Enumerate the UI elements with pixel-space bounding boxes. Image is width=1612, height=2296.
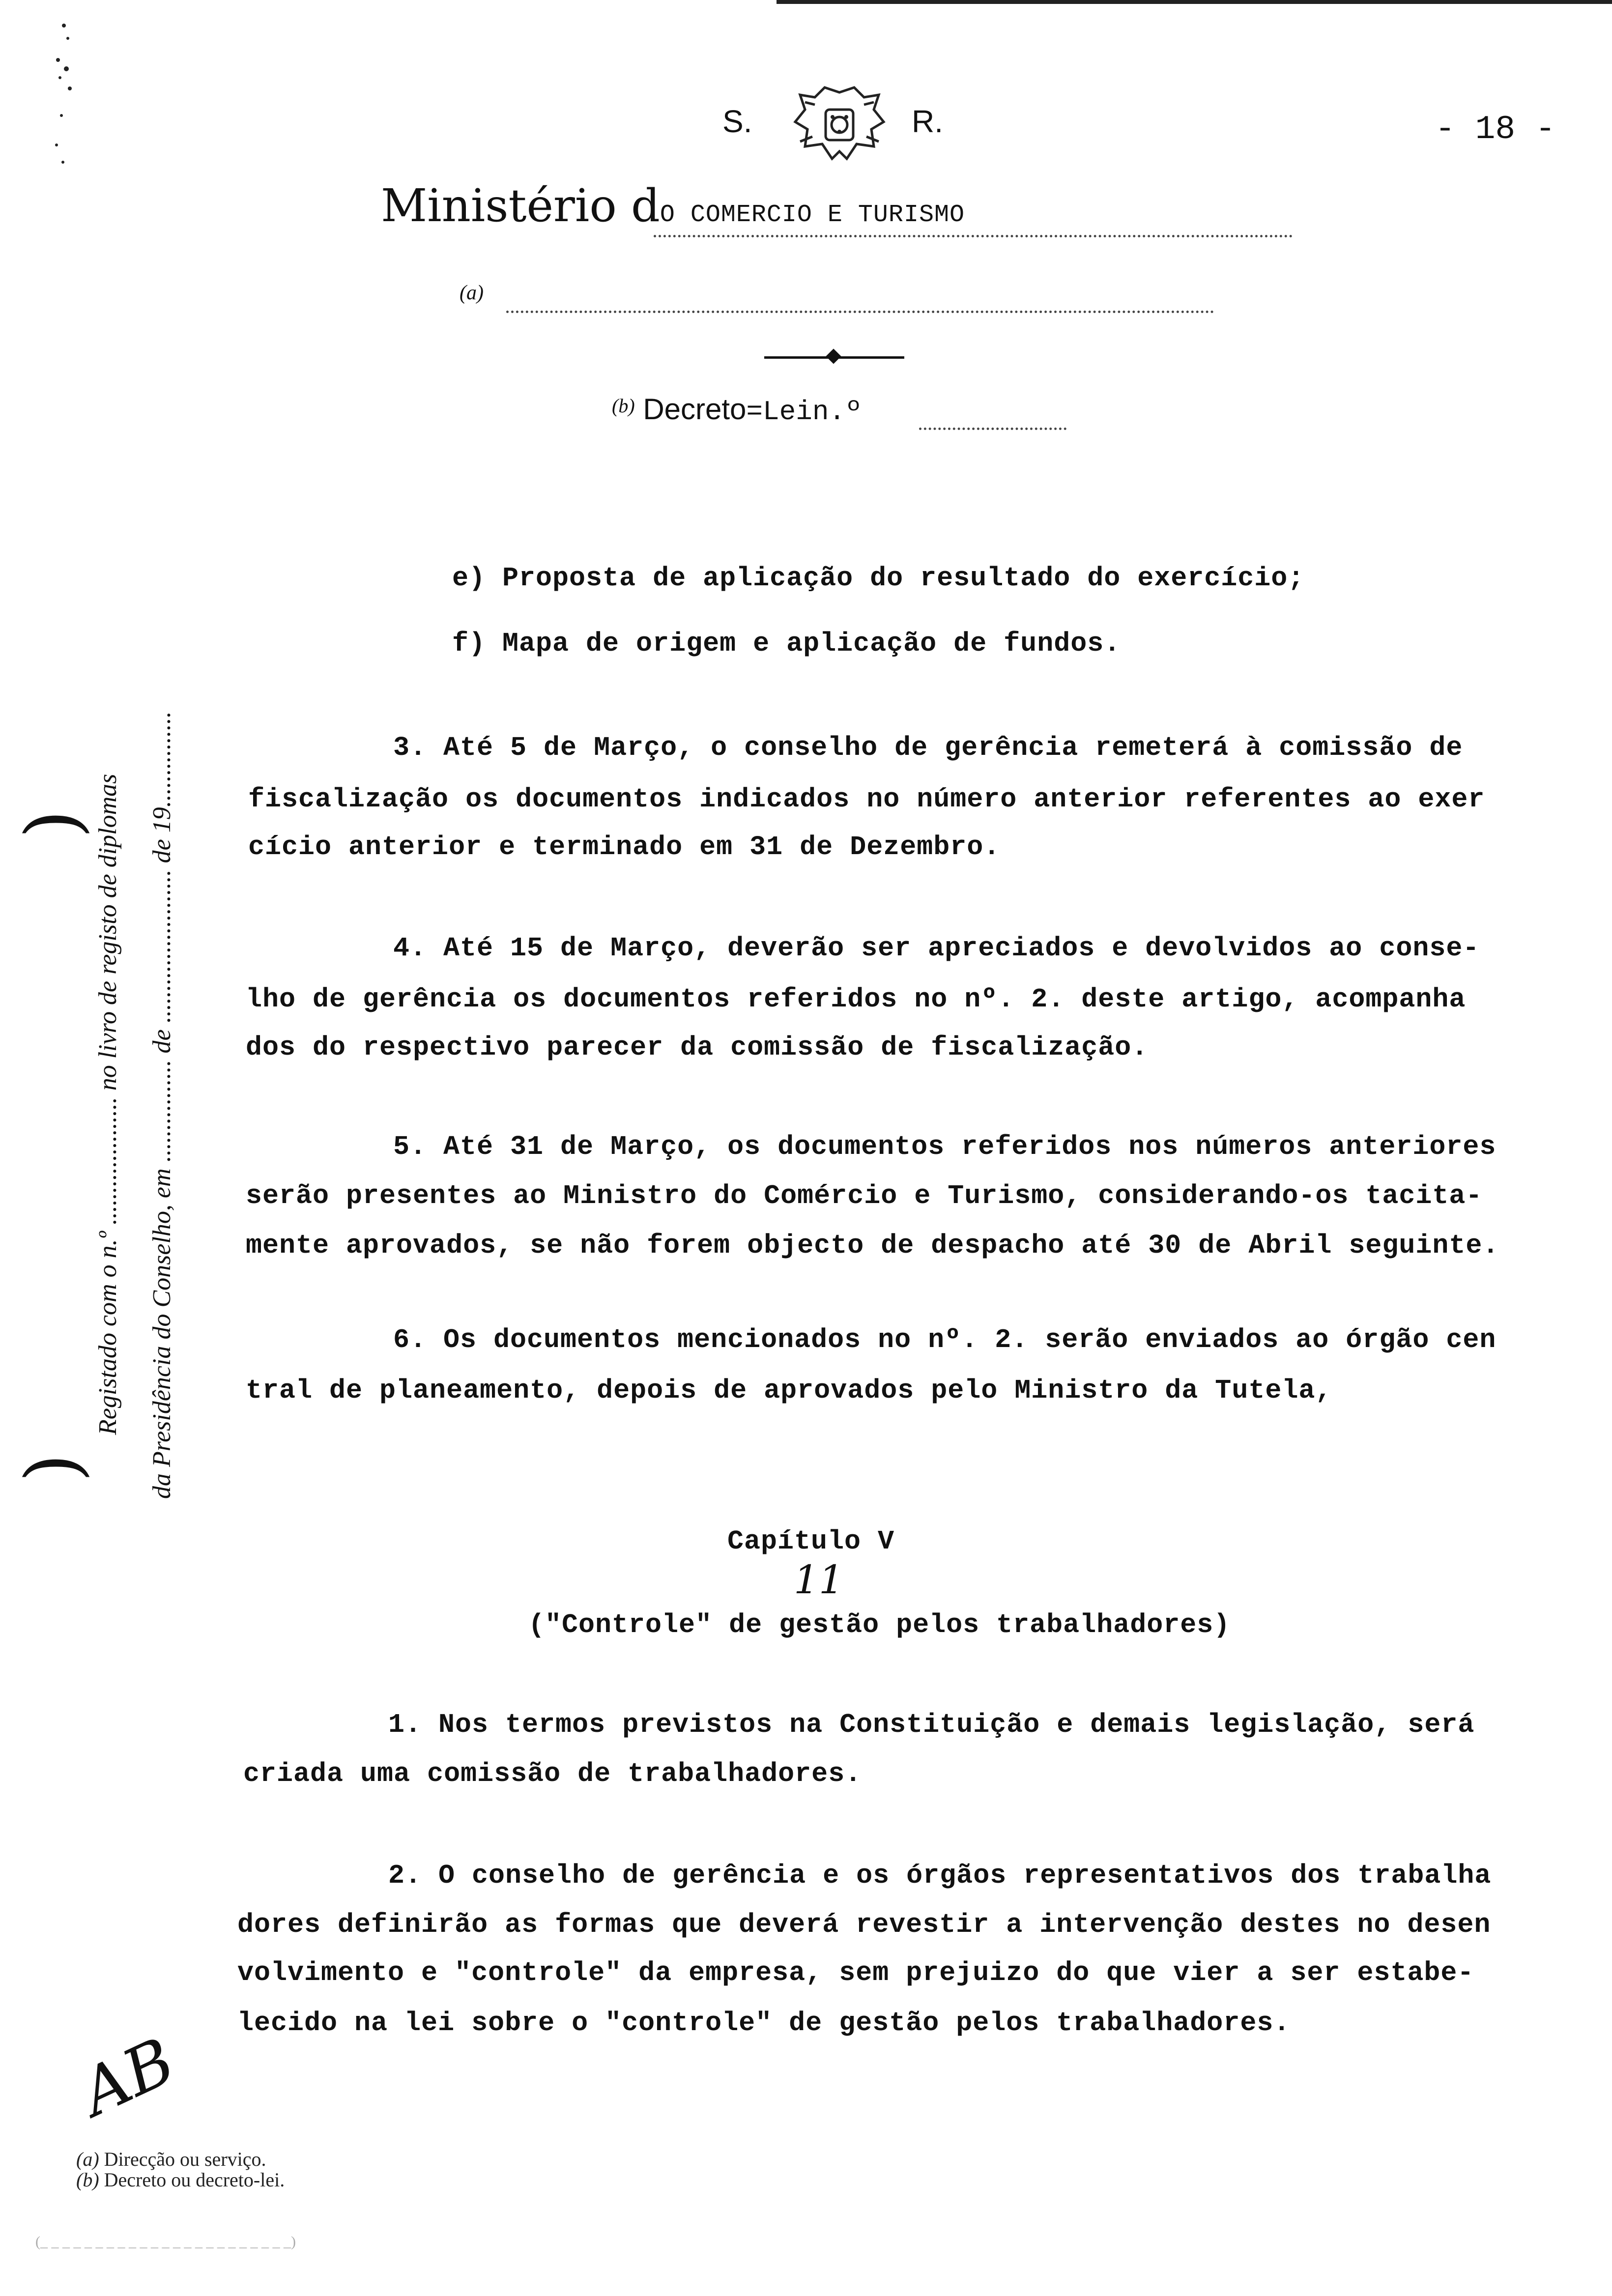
decree-label: (b) — [612, 395, 635, 417]
para4-line3: dos do respectivo parecer da comissão de fiscalização. — [246, 1032, 1149, 1063]
ch-para1-line1: 1. Nos termos previstos na Constituição e demais legislação, será — [388, 1709, 1475, 1740]
footnote-b-text: Decreto ou decreto-lei. — [104, 2169, 285, 2191]
footnote-b-label: (b) — [76, 2169, 99, 2191]
item-e: e) Proposta de aplicação do resultado do exercício; — [452, 563, 1305, 594]
para5-line3: mente aprovados, se não forem objecto de despacho até 30 de Abril seguinte. — [246, 1230, 1499, 1261]
ch-para2-line3: volvimento e "controle" da empresa, sem prejuizo do que vier a ser estabe- — [237, 1957, 1474, 1988]
margin-bracket-bottom: ( — [16, 1453, 102, 1483]
ministry-line — [381, 179, 965, 232]
chapter-handwritten-number: 11 — [794, 1557, 844, 1603]
handwritten-initials: AB — [69, 2023, 186, 2130]
item-f: f) Mapa de origem e aplicação de fundos. — [452, 628, 1121, 659]
ch-para1-line2: criada uma comissão de trabalhadores. — [243, 1758, 862, 1789]
ornament-line-left — [764, 356, 831, 359]
printer-imprint-illegible: (_ _ _ _ _ _ _ _ _ _ _ _ _ _ _ _ _ _ _ _ _ _ _) — [35, 2234, 296, 2250]
chapter-title: Capítulo V — [727, 1526, 895, 1557]
margin-registry-line-1: Registado com o n.º .................... no livro de registo de diplomas — [94, 774, 122, 1435]
field-a-fill-line — [506, 311, 1214, 313]
para6-line1: 6. Os documentos mencionados no nº. 2. serão enviados ao órgão cen — [393, 1324, 1497, 1355]
para5-line2: serão presentes ao Ministro do Comércio e Turismo, considerando-os tacita- — [246, 1180, 1483, 1211]
chapter-subtitle: ("Controle" de gestão pelos trabalhadores) — [528, 1609, 1231, 1640]
coat-of-arms-seal — [785, 83, 893, 166]
decree-typed: =Lein.º — [746, 396, 862, 428]
para4-line2: lho de gerência os documentos referidos no nº. 2. deste artigo, acompanha — [246, 984, 1466, 1015]
footnote-b — [76, 2168, 285, 2191]
ornament-line-right — [838, 356, 904, 359]
footnote-a — [76, 2148, 266, 2171]
para6-line2: tral de planeamento, depois de aprovados pelo Ministro da Tutela, — [246, 1375, 1332, 1406]
para4-line1: 4. Até 15 de Março, deverão ser apreciados e devolvidos ao conse- — [393, 933, 1480, 964]
decree-fill-line — [919, 428, 1066, 430]
para5-line1: 5. Até 31 de Março, os documentos referidos nos números anteriores — [393, 1131, 1497, 1162]
margin-registry-line-2: da Presidência do Conselho, em ................ de ........................ de 19............... — [148, 711, 176, 1499]
header-right-letter: R. — [912, 104, 943, 139]
ministry-prefix: Ministério d — [381, 179, 660, 232]
ch-para2-line4: lecido na lei sobre o "controle" de gestão pelos trabalhadores. — [237, 2008, 1291, 2038]
decree-text: Decreto — [643, 393, 747, 426]
decree-line — [612, 392, 862, 428]
scan-speckles — [39, 15, 98, 182]
para3-line3: cício anterior e terminado em 31 de Dezembro. — [248, 832, 1001, 862]
ch-para2-line2: dores definirão as formas que deverá revestir a intervenção destes no desen — [237, 1909, 1491, 1940]
header-left-letter: S. — [722, 104, 752, 139]
para3-line2: fiscalização os documentos indicados no número anterior referentes ao exer — [248, 784, 1485, 815]
top-rule — [777, 0, 1612, 4]
ministry-fill-line — [654, 235, 1293, 237]
field-a-label: (a) — [460, 282, 484, 304]
para3-line1: 3. Até 5 de Março, o conselho de gerência remeterá à comissão de — [393, 732, 1463, 763]
footnote-a-text: Direcção ou serviço. — [104, 2148, 266, 2170]
page-number: - 18 - — [1435, 111, 1555, 148]
ch-para2-line1: 2. O conselho de gerência e os órgãos representativos dos trabalha — [388, 1860, 1492, 1891]
ministry-entity: O COMERCIO E TURISMO — [660, 201, 965, 229]
margin-bracket-top: ( — [16, 809, 102, 839]
footnote-a-label: (a) — [76, 2148, 99, 2170]
